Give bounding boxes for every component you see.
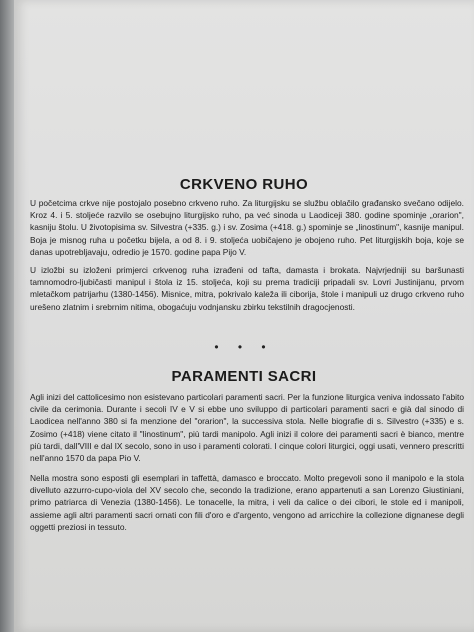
wall-shadow: [0, 0, 14, 632]
italian-paragraph-1: Agli inizi del cattolicesimo non esistevano particolari paramenti sacri. Per la funzione liturgica veniva indossato l'abito civile da cerimonia. Durante i secoli IV e V si ebbe uno sviluppo di particolari paramenti sacri e già dal sinodo di Laodicea nell'anno 380 si fa menzione del "orarion", la successiva stola. Nelle biografie di s. Silvestro (+335) e s. Zosimo (+418) viene citato il "linostinum", più tardi manipolo. Agli inizi il colore dei paramenti sacri è bianco, mentre più tardi, dall'VIII e dal IX secolo, sono in uso i paramenti colorati. I cinque colori liturgici, oggi usati, vennero prescritti nell'anno 1570 da papa Pio V.: [30, 392, 464, 464]
info-panel: [14, 0, 474, 632]
croatian-title: CRKVENO RUHO: [179, 176, 309, 193]
croatian-paragraph-2: U izložbi su izloženi primjerci crkvenog ruha izrađeni od tafta, damasta i brokata. Najvrjedniji su baršunasti tamnomodro-ljubičasti manipul i štola iz 15. stoljeća, koji su prema tradiciji pripadali sv. Lovri Justinijanu, prvom mletačkom patrijarhu (1380-1456). Misnice, mitra, pokrivalo kaleža ili ciborija, štole i manipuli uz drugo crkveno ruho urešeno zlatnim i srebrnim nitima, obogaćuju vodnjansku zbirku tekstilnih dragocjenosti.: [30, 265, 464, 312]
italian-title: PARAMENTI SACRI: [171, 368, 317, 385]
section-separator: • • •: [214, 340, 274, 354]
croatian-paragraph-1: U početcima crkve nije postojalo posebno crkveno ruho. Za liturgijsku se službu oblačilo građansko svečano odijelo. Kroz 4. i 5. stoljeće razvilo se osebujno liturgijsko ruho, pa već sinoda u Laodiceji 380. godine spominje „orarion", kasniju štolu. U životopisima sv. Silvestra (+335. g.) i sv. Zosima (+418. g.) spominje se „linostinum", kasnije manipul. Boja je misnog ruha u početku bijela, a od 8. i 9. stoljeća uobičajeno je obojeno ruho. Pet liturgijskih boja, koje se danas upotrebljavaju, odredio je 1570. godine papa Pijo V.: [30, 198, 464, 257]
italian-paragraph-2: Nella mostra sono esposti gli esemplari in taffettà, damasco e broccato. Molto pregevoli sono il manipolo e la stola divelluto azzurro-cupo-viola del XV secolo che, secondo la tradizione, erano appartenuti a san Lorenzo Giustiniani, primo patriarca di Venezia (1380-1456). Le tonacelle, la mitra, i veli da calice o dei cibori, le stole ed i manipoli, assieme agli altri paramenti sacri ornati con fili d'oro e d'argento, vengono ad arricchire la collezione dignanese degli oggetti preziosi in tessuto.: [30, 473, 464, 532]
